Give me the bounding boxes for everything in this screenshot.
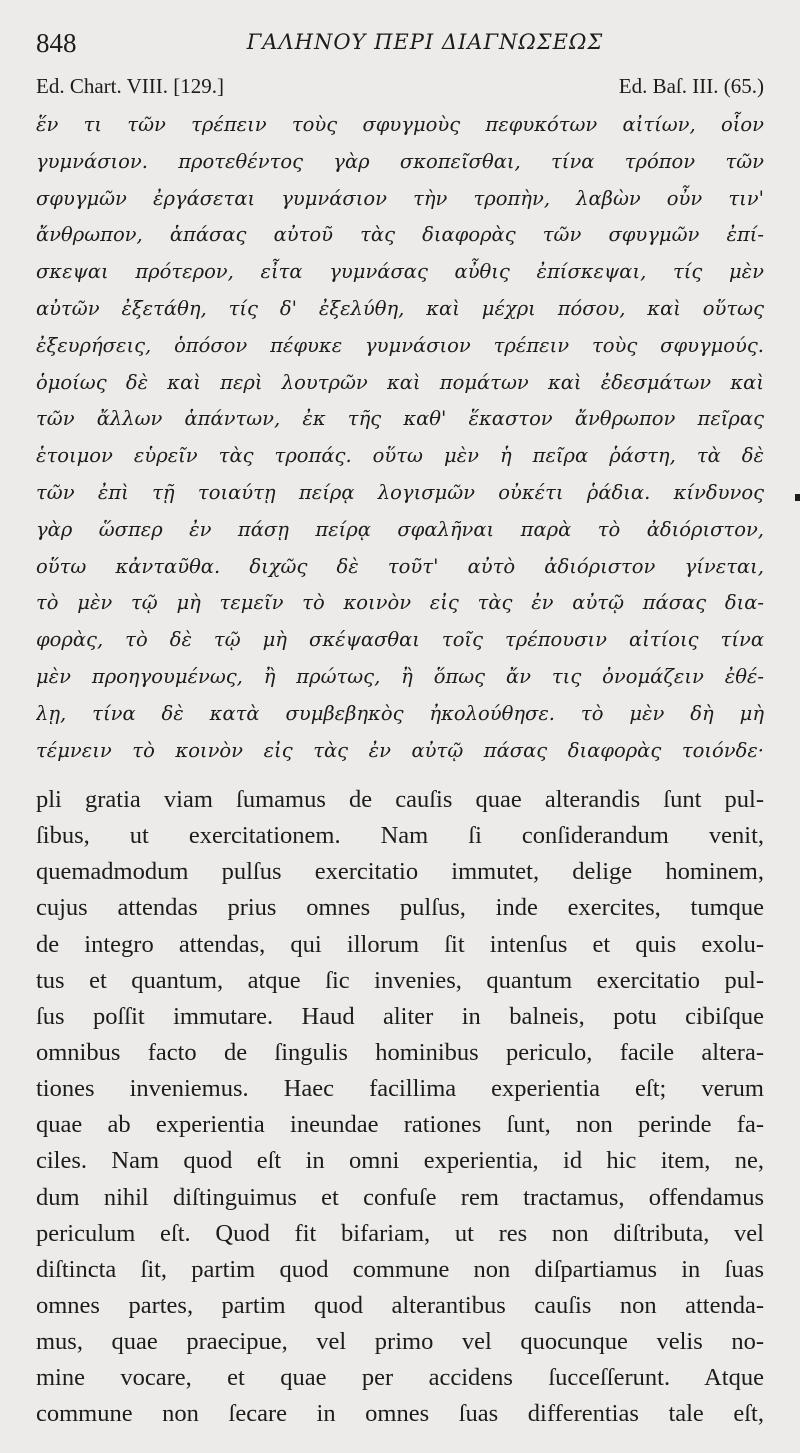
greek-line: αὐτῶν ἐξετάθη, τίς δ' ἐξελύθη, καὶ μέχρι πόσου, καὶ οὕτως — [36, 296, 764, 320]
latin-text-block — [36, 782, 764, 1433]
latin-line: ſus poſſit immutare. Haud aliter in balneis, potu cibiſque — [36, 1002, 764, 1030]
latin-line: commune non ſecare in omnes ſuas differentias tale eſt, — [36, 1400, 764, 1428]
greek-text-block — [36, 107, 764, 769]
latin-line: de integro attendas, qui illorum ſit intenſus et quis exolu- — [36, 930, 764, 958]
running-title: ΓΑΛΗΝΟΥ ΠΕΡΙ ΔΙΑΓΝΩΣΕΩΣ — [246, 30, 604, 54]
greek-line: γὰρ ὥσπερ ἐν πάσῃ πείρᾳ σφαλῆναι παρὰ τὸ ἀδιόριστον, — [36, 517, 764, 541]
latin-line: mus, quae praecipue, vel primo vel quocunque velis no- — [36, 1328, 764, 1356]
greek-line: οὕτω κἀνταῦθα. διχῶς δὲ τοῦτ' αὐτὸ ἀδιόριστον γίνεται, — [36, 554, 764, 578]
greek-line: ἕν τι τῶν τρέπειν τοὺς σφυγμοὺς πεφυκότων αἰτίων, οἷον — [36, 113, 764, 136]
greek-line: γυμνάσιον. προτεθέντος γὰρ σκοπεῖσθαι, τίνα τρόπον τῶν — [36, 149, 764, 173]
margin-mark — [795, 494, 800, 501]
latin-line: mine vocare, et quae per accidens ſucceſſerunt. Atque — [36, 1364, 764, 1392]
greek-line: λῃ, τίνα δὲ κατὰ συμβεβηκὸς ἠκολούθησε. τὸ μὲν δὴ μὴ — [36, 701, 764, 725]
edition-reference-chartier: Ed. Chart. VIII. [129.] — [36, 74, 224, 98]
greek-line: τῶν ἄλλων ἁπάντων, ἐκ τῆς καθ' ἕκαστον ἄνθρωπον πεῖρας — [36, 407, 764, 431]
latin-line: ſibus, ut exercitationem. Nam ſi conſiderandum venit, — [36, 822, 764, 850]
greek-line: σκεψαι πρότερον, εἶτα γυμνάσας αὖθις ἐπίσκεψαι, τίς μὲν — [36, 260, 764, 284]
latin-line: quae ab experientia ineundae rationes ſunt, non perinde fa- — [36, 1111, 764, 1139]
greek-line: τῶν ἐπὶ τῇ τοιαύτῃ πείρᾳ λογισμῶν οὐκέτι ῥάδια. κίνδυνος — [36, 480, 764, 504]
latin-line: ciles. Nam quod eſt in omni experientia, id hic item, ne, — [36, 1147, 764, 1175]
edition-references — [36, 74, 764, 102]
greek-line: τὸ μὲν τῷ μὴ τεμεῖν τὸ κοινὸν εἰς τὰς ἐν αὐτῷ πάσας δια- — [36, 591, 764, 615]
greek-line: ἄνθρωπον, ἁπάσας αὐτοῦ τὰς διαφορὰς τῶν σφυγμῶν ἐπί- — [36, 223, 764, 247]
edition-reference-basel: Ed. Baſ. III. (65.) — [618, 74, 764, 98]
latin-line: pli gratia viam ſumamus de cauſis quae alterandis ſunt pul- — [36, 786, 764, 813]
greek-line: μὲν προηγουμένως, ἢ πρώτως, ἢ ὅπως ἄν τις ὀνομάζειν ἐθέ- — [36, 664, 764, 688]
latin-line: diſtincta ſit, partim quod commune non diſpartiamus in ſuas — [36, 1255, 764, 1283]
latin-line: tus et quantum, atque ſic invenies, quantum exercitatio pul- — [36, 966, 764, 994]
latin-line: omnibus facto de ſingulis hominibus periculo, facile altera- — [36, 1038, 764, 1066]
greek-line: ἑτοιμον εὑρεῖν τὰς τροπάς. οὕτω μὲν ἡ πεῖρα ῥάστη, τὰ δὲ — [36, 444, 764, 468]
greek-line: φορὰς, τὸ δὲ τῷ μὴ σκέψασθαι τοῖς τρέπουσιν αἰτίοις τίνα — [36, 628, 764, 652]
latin-line: omnes partes, partim quod alterantibus cauſis non attenda- — [36, 1291, 764, 1319]
latin-line: dum nihil diſtinguimus et confuſe rem tractamus, offendamus — [36, 1183, 764, 1211]
greek-line: σφυγμῶν ἐργάσεται γυμνάσιον τὴν τροπὴν, λαβὼν οὖν τιν' — [36, 186, 764, 210]
page-header — [36, 28, 764, 62]
latin-line: cujus attendas prius omnes pulſus, inde exercites, tumque — [36, 894, 764, 922]
latin-line: quemadmodum pulſus exercitatio immutet, delige hominem, — [36, 858, 764, 886]
greek-line: ὁμοίως δὲ καὶ περὶ λουτρῶν καὶ πομάτων καὶ ἐδεσμάτων καὶ — [36, 370, 764, 394]
latin-line: periculum eſt. Quod fit bifariam, ut res non diſtributa, vel — [36, 1219, 764, 1247]
greek-line: ἐξευρήσεις, ὁπόσον πέφυκε γυμνάσιον τρέπειν τοὺς σφυγμούς. — [36, 333, 764, 357]
greek-line: τέμνειν τὸ κοινὸν εἰς τὰς ἐν αὐτῷ πάσας διαφορὰς τοιόνδε· — [36, 738, 764, 762]
page-number: 848 — [36, 28, 77, 58]
latin-line: tiones inveniemus. Haec facillima experientia eſt; verum — [36, 1075, 764, 1103]
